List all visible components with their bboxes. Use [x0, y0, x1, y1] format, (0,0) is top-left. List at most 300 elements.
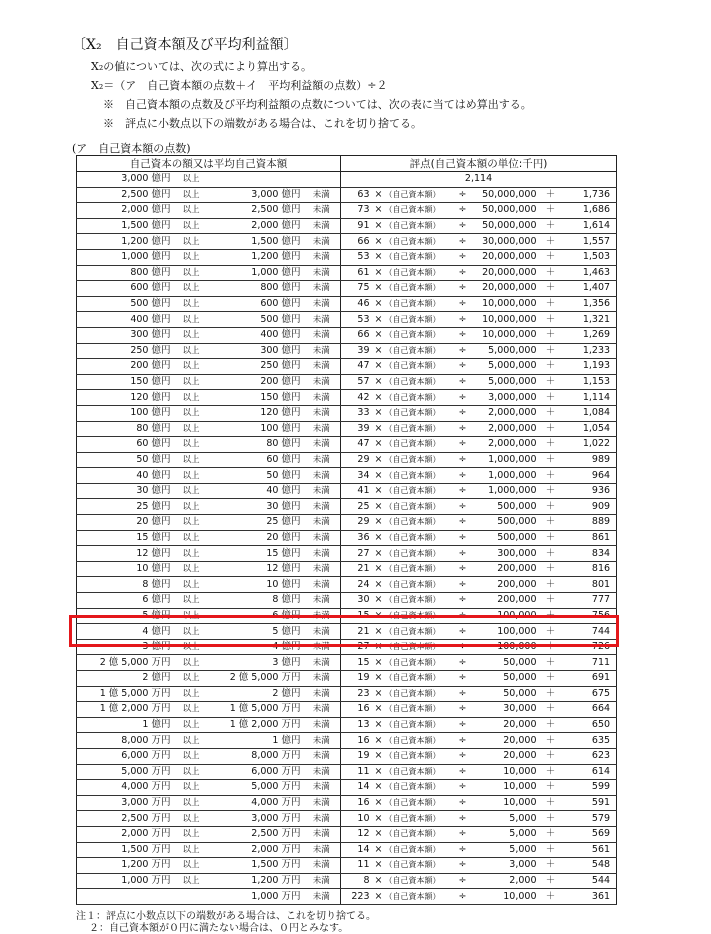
table-row	[77, 873, 617, 889]
table-row	[77, 671, 617, 687]
row-max: 3 億円	[215, 655, 303, 671]
row-denominator: 200,000	[473, 561, 540, 577]
row-addend: 834	[562, 546, 617, 562]
row-divide: ÷	[453, 499, 473, 515]
row-ijo: 以上	[177, 733, 215, 749]
row-times: ×	[373, 717, 385, 733]
row-times: ×	[373, 203, 385, 219]
row-max: 4,000 万円	[215, 795, 303, 811]
row-max: 400 億円	[215, 327, 303, 343]
row-max: 25 億円	[215, 515, 303, 531]
row-times: ×	[373, 421, 385, 437]
row-divide: ÷	[453, 639, 473, 655]
row-divide: ÷	[453, 327, 473, 343]
row-min: 40 億円	[77, 468, 177, 484]
row-max: 80 億円	[215, 437, 303, 453]
row-miman: 未満	[303, 717, 341, 733]
row-addend: 744	[562, 624, 617, 640]
row-addend: 1,463	[562, 265, 617, 281]
row-divide: ÷	[453, 561, 473, 577]
row-ijo: 以上	[177, 577, 215, 593]
row-divide: ÷	[453, 390, 473, 406]
row-times: ×	[373, 296, 385, 312]
row-plus: ＋	[540, 187, 562, 203]
row-ijo: 以上	[177, 842, 215, 858]
row-min: 8 億円	[77, 577, 177, 593]
table-row	[77, 437, 617, 453]
row-times: ×	[373, 499, 385, 515]
row-divide: ÷	[453, 686, 473, 702]
row-ijo: 以上	[177, 218, 215, 234]
row-addend: 936	[562, 483, 617, 499]
row-variable: （自己資本額）	[385, 405, 453, 421]
row-plus: ＋	[540, 421, 562, 437]
row-coefficient: 33	[341, 405, 373, 421]
row-miman: 未満	[303, 686, 341, 702]
row-coefficient: 66	[341, 327, 373, 343]
row-min: 5 億円	[77, 608, 177, 624]
row-times: ×	[373, 826, 385, 842]
row-addend: 1,614	[562, 218, 617, 234]
row-divide: ÷	[453, 842, 473, 858]
row-plus: ＋	[540, 499, 562, 515]
row-divide: ÷	[453, 624, 473, 640]
row-plus: ＋	[540, 296, 562, 312]
row-times: ×	[373, 702, 385, 718]
row-min: 8,000 万円	[77, 733, 177, 749]
row-plus: ＋	[540, 203, 562, 219]
row-plus: ＋	[540, 312, 562, 328]
row-denominator: 10,000	[473, 764, 540, 780]
row-divide: ÷	[453, 421, 473, 437]
row-variable: （自己資本額）	[385, 764, 453, 780]
row-coefficient: 8	[341, 873, 373, 889]
row-times: ×	[373, 530, 385, 546]
row-miman: 未満	[303, 873, 341, 889]
row-times: ×	[373, 265, 385, 281]
row-addend: 816	[562, 561, 617, 577]
row-miman: 未満	[303, 452, 341, 468]
row-addend: 361	[562, 889, 617, 905]
table-row	[77, 187, 617, 203]
row-variable: （自己資本額）	[385, 717, 453, 733]
row-denominator: 2,000,000	[473, 405, 540, 421]
row-min: 800 億円	[77, 265, 177, 281]
row-coefficient: 24	[341, 577, 373, 593]
row-denominator: 50,000,000	[473, 203, 540, 219]
table-row	[77, 842, 617, 858]
table-row	[77, 265, 617, 281]
table-row	[77, 577, 617, 593]
table-row	[77, 748, 617, 764]
row-times: ×	[373, 655, 385, 671]
row-denominator: 2,000	[473, 873, 540, 889]
row-score: 2,114	[341, 172, 617, 188]
row-coefficient: 11	[341, 764, 373, 780]
row-coefficient: 91	[341, 218, 373, 234]
row-max: 50 億円	[215, 468, 303, 484]
row-addend: 1,686	[562, 203, 617, 219]
row-divide: ÷	[453, 764, 473, 780]
row-min: 500 億円	[77, 296, 177, 312]
row-min: 1,200 万円	[77, 858, 177, 874]
row-min: 3 億円	[77, 639, 177, 655]
row-divide: ÷	[453, 265, 473, 281]
table-row	[77, 593, 617, 609]
row-denominator: 20,000,000	[473, 265, 540, 281]
row-ijo: 以上	[177, 405, 215, 421]
row-plus: ＋	[540, 405, 562, 421]
row-miman: 未満	[303, 281, 341, 297]
row-addend: 1,407	[562, 281, 617, 297]
row-coefficient: 27	[341, 546, 373, 562]
row-max: 150 億円	[215, 390, 303, 406]
row-plus: ＋	[540, 561, 562, 577]
row-plus: ＋	[540, 468, 562, 484]
row-denominator: 5,000,000	[473, 359, 540, 375]
row-denominator: 5,000,000	[473, 374, 540, 390]
row-divide: ÷	[453, 249, 473, 265]
row-times: ×	[373, 593, 385, 609]
row-variable: （自己資本額）	[385, 826, 453, 842]
row-ijo: 以上	[177, 468, 215, 484]
table-header-row	[77, 156, 617, 172]
row-max: 5 億円	[215, 624, 303, 640]
row-max: 2,500 億円	[215, 203, 303, 219]
section-title: 〔X₂ 自己資本額及び平均利益額〕	[72, 37, 298, 53]
row-variable: （自己資本額）	[385, 811, 453, 827]
row-miman: 未満	[303, 265, 341, 281]
row-miman: 未満	[303, 249, 341, 265]
table-row	[77, 515, 617, 531]
row-plus: ＋	[540, 546, 562, 562]
footnote-1: 注１：評点に小数点以下の端数がある場合は、これを切り捨てる。	[76, 911, 376, 922]
row-variable: （自己資本額）	[385, 343, 453, 359]
row-max: 30 億円	[215, 499, 303, 515]
row-divide: ÷	[453, 811, 473, 827]
row-min: 1,500 万円	[77, 842, 177, 858]
row-plus: ＋	[540, 811, 562, 827]
row-divide: ÷	[453, 530, 473, 546]
row-coefficient: 19	[341, 748, 373, 764]
row-min: 50 億円	[77, 452, 177, 468]
row-divide: ÷	[453, 608, 473, 624]
row-addend: 691	[562, 671, 617, 687]
table-row-top	[77, 172, 617, 188]
row-miman: 未満	[303, 889, 341, 905]
row-denominator: 500,000	[473, 499, 540, 515]
row-plus: ＋	[540, 842, 562, 858]
table-row	[77, 499, 617, 515]
row-max: 2 億円	[215, 686, 303, 702]
row-coefficient: 61	[341, 265, 373, 281]
row-denominator: 20,000,000	[473, 281, 540, 297]
row-miman: 未満	[303, 218, 341, 234]
row-plus: ＋	[540, 218, 562, 234]
row-miman: 未満	[303, 483, 341, 499]
table-row	[77, 296, 617, 312]
row-divide: ÷	[453, 218, 473, 234]
row-times: ×	[373, 343, 385, 359]
row-plus: ＋	[540, 281, 562, 297]
row-times: ×	[373, 795, 385, 811]
row-divide: ÷	[453, 187, 473, 203]
row-ijo: 以上	[177, 312, 215, 328]
row-divide: ÷	[453, 577, 473, 593]
row-variable: （自己資本額）	[385, 639, 453, 655]
row-plus: ＋	[540, 639, 562, 655]
row-ijo: 以上	[177, 873, 215, 889]
row-min: 100 億円	[77, 405, 177, 421]
header-score: 評点(自己資本額の単位:千円)	[341, 156, 617, 172]
row-min: 6 億円	[77, 593, 177, 609]
row-plus: ＋	[540, 780, 562, 796]
row-miman: 未満	[303, 593, 341, 609]
row-denominator: 20,000,000	[473, 249, 540, 265]
row-ijo: 以上	[177, 593, 215, 609]
row-max: 1,000 万円	[215, 889, 303, 905]
row-ijo: 以上	[177, 452, 215, 468]
row-min: 2,500 億円	[77, 187, 177, 203]
row-addend: 1,022	[562, 437, 617, 453]
row-divide: ÷	[453, 359, 473, 375]
row-miman: 未満	[303, 655, 341, 671]
table-row	[77, 826, 617, 842]
row-miman: 未満	[303, 405, 341, 421]
row-ijo: 以上	[177, 281, 215, 297]
table-row	[77, 717, 617, 733]
row-max: 600 億円	[215, 296, 303, 312]
row-min: 120 億円	[77, 390, 177, 406]
row-addend: 1,233	[562, 343, 617, 359]
row-miman: 未満	[303, 624, 341, 640]
row-max: 2,500 万円	[215, 826, 303, 842]
row-times: ×	[373, 437, 385, 453]
table-row	[77, 686, 617, 702]
row-divide: ÷	[453, 593, 473, 609]
row-min: 200 億円	[77, 359, 177, 375]
row-max: 1,500 万円	[215, 858, 303, 874]
row-min: 150 億円	[77, 374, 177, 390]
row-miman: 未満	[303, 515, 341, 531]
row-variable: （自己資本額）	[385, 234, 453, 250]
row-plus: ＋	[540, 343, 562, 359]
row-variable: （自己資本額）	[385, 608, 453, 624]
row-ijo: 以上	[177, 530, 215, 546]
row-miman: 未満	[303, 780, 341, 796]
row-times: ×	[373, 483, 385, 499]
row-plus: ＋	[540, 624, 562, 640]
row-denominator: 20,000	[473, 717, 540, 733]
row-variable: （自己資本額）	[385, 873, 453, 889]
row-min: 1,500 億円	[77, 218, 177, 234]
row-denominator: 50,000	[473, 686, 540, 702]
table-row	[77, 811, 617, 827]
row-variable: （自己資本額）	[385, 421, 453, 437]
row-max: 8,000 万円	[215, 748, 303, 764]
row-plus: ＋	[540, 889, 562, 905]
row-addend: 561	[562, 842, 617, 858]
row-coefficient: 53	[341, 249, 373, 265]
row-coefficient: 36	[341, 530, 373, 546]
row-coefficient: 47	[341, 359, 373, 375]
row-divide: ÷	[453, 873, 473, 889]
row-miman: 未満	[303, 390, 341, 406]
score-table	[76, 155, 617, 905]
table-row	[77, 733, 617, 749]
row-min: 1,000 億円	[77, 249, 177, 265]
row-denominator: 200,000	[473, 593, 540, 609]
row-plus: ＋	[540, 359, 562, 375]
row-miman: 未満	[303, 608, 341, 624]
row-divide: ÷	[453, 858, 473, 874]
row-addend: 614	[562, 764, 617, 780]
row-coefficient: 41	[341, 483, 373, 499]
row-miman: 未満	[303, 437, 341, 453]
row-miman: 未満	[303, 764, 341, 780]
row-coefficient: 16	[341, 795, 373, 811]
row-times: ×	[373, 218, 385, 234]
row-ijo: 以上	[177, 608, 215, 624]
row-addend: 1,557	[562, 234, 617, 250]
row-coefficient: 34	[341, 468, 373, 484]
row-variable: （自己資本額）	[385, 748, 453, 764]
row-addend: 801	[562, 577, 617, 593]
row-min: 30 億円	[77, 483, 177, 499]
row-ijo: 以上	[177, 187, 215, 203]
row-miman: 未満	[303, 546, 341, 562]
row-plus: ＋	[540, 826, 562, 842]
row-variable: （自己資本額）	[385, 795, 453, 811]
row-addend: 1,054	[562, 421, 617, 437]
row-min: 2 億円	[77, 671, 177, 687]
row-addend: 544	[562, 873, 617, 889]
row-addend: 569	[562, 826, 617, 842]
table-row	[77, 655, 617, 671]
row-addend: 675	[562, 686, 617, 702]
row-ijo: 以上	[177, 390, 215, 406]
row-plus: ＋	[540, 702, 562, 718]
row-addend: 711	[562, 655, 617, 671]
row-addend: 964	[562, 468, 617, 484]
row-ijo: 以上	[177, 764, 215, 780]
row-divide: ÷	[453, 281, 473, 297]
row-times: ×	[373, 671, 385, 687]
row-variable: （自己資本額）	[385, 437, 453, 453]
row-addend: 591	[562, 795, 617, 811]
row-times: ×	[373, 515, 385, 531]
row-plus: ＋	[540, 764, 562, 780]
row-max: 6 億円	[215, 608, 303, 624]
row-times: ×	[373, 374, 385, 390]
row-min: 6,000 万円	[77, 748, 177, 764]
row-variable: （自己資本額）	[385, 281, 453, 297]
row-plus: ＋	[540, 374, 562, 390]
row-max: 1,500 億円	[215, 234, 303, 250]
row-ijo: 以上	[177, 858, 215, 874]
row-ijo: 以上	[177, 780, 215, 796]
row-denominator: 100,000	[473, 624, 540, 640]
row-miman: 未満	[303, 811, 341, 827]
row-coefficient: 29	[341, 515, 373, 531]
row-divide: ÷	[453, 483, 473, 499]
row-denominator: 500,000	[473, 515, 540, 531]
row-times: ×	[373, 733, 385, 749]
row-miman: 未満	[303, 203, 341, 219]
row-plus: ＋	[540, 515, 562, 531]
table-row	[77, 780, 617, 796]
row-variable: （自己資本額）	[385, 359, 453, 375]
row-plus: ＋	[540, 577, 562, 593]
table-row	[77, 421, 617, 437]
row-ijo: 以上	[177, 561, 215, 577]
footnote-2: ２：自己資本額が０円に満たない場合は、０円とみなす。	[89, 923, 349, 934]
row-coefficient: 21	[341, 624, 373, 640]
row-min: 3,000 億円	[77, 172, 177, 188]
table-row	[77, 483, 617, 499]
row-times: ×	[373, 452, 385, 468]
row-ijo: 以上	[177, 826, 215, 842]
table-row	[77, 561, 617, 577]
row-plus: ＋	[540, 234, 562, 250]
row-ijo: 以上	[177, 296, 215, 312]
table-row	[77, 889, 617, 905]
row-addend: 777	[562, 593, 617, 609]
row-denominator: 2,000,000	[473, 437, 540, 453]
intro-line-1: X₂の値については、次の式により算出する。	[91, 60, 313, 73]
row-coefficient: 12	[341, 826, 373, 842]
row-coefficient: 29	[341, 452, 373, 468]
row-miman: 未満	[303, 858, 341, 874]
row-variable: （自己資本額）	[385, 312, 453, 328]
row-max: 1,000 億円	[215, 265, 303, 281]
row-ijo: 以上	[177, 374, 215, 390]
row-variable: （自己資本額）	[385, 499, 453, 515]
row-ijo: 以上	[177, 717, 215, 733]
row-variable: （自己資本額）	[385, 733, 453, 749]
row-max: 4 億円	[215, 639, 303, 655]
row-max: 1 億円	[215, 733, 303, 749]
row-max: 2,000 億円	[215, 218, 303, 234]
row-times: ×	[373, 842, 385, 858]
row-variable: （自己資本額）	[385, 655, 453, 671]
row-max: 3,000 億円	[215, 187, 303, 203]
row-max: 800 億円	[215, 281, 303, 297]
row-ijo: 以上	[177, 748, 215, 764]
row-denominator: 200,000	[473, 577, 540, 593]
row-coefficient: 223	[341, 889, 373, 905]
row-divide: ÷	[453, 515, 473, 531]
row-plus: ＋	[540, 717, 562, 733]
row-plus: ＋	[540, 437, 562, 453]
row-variable: （自己資本額）	[385, 390, 453, 406]
table-row	[77, 312, 617, 328]
row-miman: 未満	[303, 468, 341, 484]
row-miman: 未満	[303, 561, 341, 577]
row-miman: 未満	[303, 842, 341, 858]
row-variable: （自己資本額）	[385, 265, 453, 281]
row-min: 2,000 億円	[77, 203, 177, 219]
row-miman: 未満	[303, 421, 341, 437]
row-max: 12 億円	[215, 561, 303, 577]
row-addend: 989	[562, 452, 617, 468]
intro-note-2: ※ 評点に小数点以下の端数がある場合は、これを切り捨てる。	[103, 117, 422, 130]
row-divide: ÷	[453, 405, 473, 421]
row-addend: 726	[562, 639, 617, 655]
row-miman: 未満	[303, 577, 341, 593]
row-ijo: 以上	[177, 515, 215, 531]
row-min: 5,000 万円	[77, 764, 177, 780]
